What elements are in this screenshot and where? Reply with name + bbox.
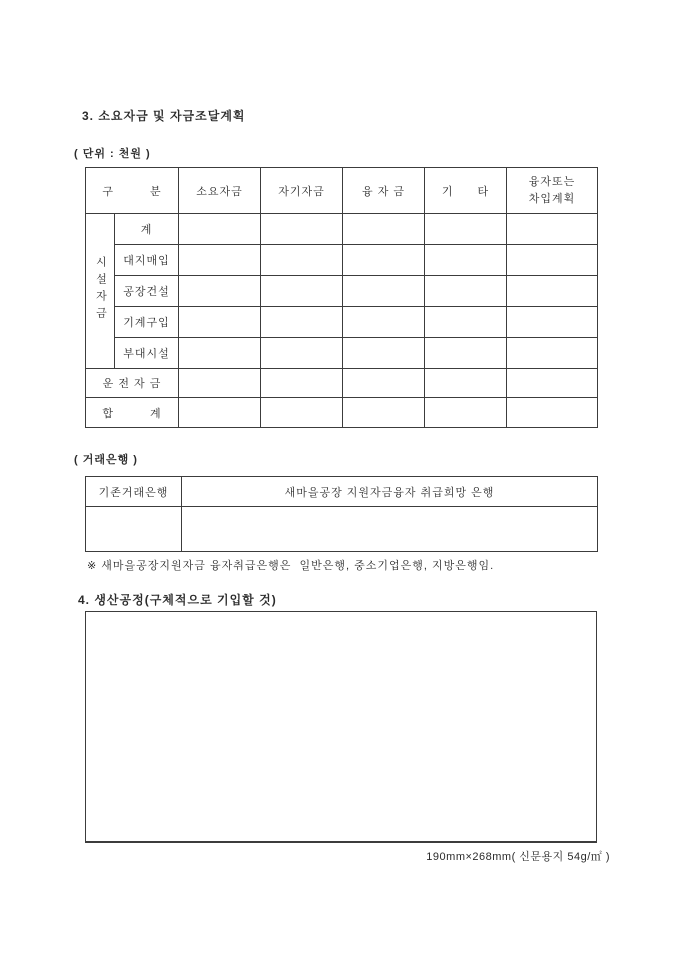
table-cell xyxy=(343,245,425,276)
table-cell xyxy=(343,338,425,369)
table-cell xyxy=(179,369,261,398)
funding-table-header-row xyxy=(86,168,598,214)
table-cell xyxy=(343,276,425,307)
table-cell xyxy=(261,245,343,276)
table-cell xyxy=(425,214,507,245)
table-cell xyxy=(425,369,507,398)
table-cell xyxy=(261,276,343,307)
table-cell xyxy=(182,507,598,552)
funding-row-total-facility xyxy=(86,214,598,245)
unit-label: ( 단위 : 천원 ) xyxy=(74,148,151,160)
funding-row-machine xyxy=(86,307,598,338)
header-other: 기 타 xyxy=(425,168,507,214)
table-cell xyxy=(261,369,343,398)
table-cell xyxy=(425,245,507,276)
table-cell xyxy=(425,307,507,338)
table-cell xyxy=(261,398,343,428)
header-loan-plan-line2: 차입계획 xyxy=(528,192,576,205)
table-cell xyxy=(507,398,598,428)
table-cell xyxy=(507,214,598,245)
bank-table-body-row xyxy=(86,507,598,552)
header-required-funds: 소요자금 xyxy=(179,168,261,214)
table-cell xyxy=(425,398,507,428)
table-cell xyxy=(507,307,598,338)
table-cell xyxy=(179,214,261,245)
section4-title: 4. 생산공정(구체적으로 기입할 것) xyxy=(78,593,277,607)
table-cell xyxy=(179,307,261,338)
facility-group-cell xyxy=(86,214,115,369)
table-cell xyxy=(507,369,598,398)
table-cell xyxy=(179,245,261,276)
table-cell xyxy=(507,245,598,276)
funding-row-working-capital xyxy=(86,369,598,398)
table-cell xyxy=(179,276,261,307)
header-existing-bank: 기존거래은행 xyxy=(86,477,182,507)
table-cell xyxy=(261,338,343,369)
row-label: 합 계 xyxy=(86,398,179,428)
table-cell xyxy=(179,338,261,369)
table-cell xyxy=(425,338,507,369)
header-loan-funds: 융 자 금 xyxy=(343,168,425,214)
table-cell xyxy=(343,369,425,398)
table-cell xyxy=(261,214,343,245)
funding-row-land xyxy=(86,245,598,276)
table-cell xyxy=(425,276,507,307)
table-cell xyxy=(86,507,182,552)
table-cell xyxy=(343,398,425,428)
table-cell xyxy=(507,338,598,369)
facility-group-label: 시설자금 xyxy=(94,255,107,324)
bank-section-label: ( 거래은행 ) xyxy=(74,454,138,466)
row-label: 기계구입 xyxy=(115,307,179,338)
funding-row-factory xyxy=(86,276,598,307)
funding-table xyxy=(85,167,598,428)
section3-title: 3. 소요자금 및 자금조달계획 xyxy=(82,109,246,123)
row-label: 계 xyxy=(115,214,179,245)
production-process-box xyxy=(85,611,597,843)
table-cell xyxy=(261,307,343,338)
table-cell xyxy=(507,276,598,307)
table-cell xyxy=(179,398,261,428)
header-loan-plan xyxy=(507,168,598,214)
bank-table-header-row xyxy=(86,477,598,507)
table-cell xyxy=(343,307,425,338)
header-category: 구 분 xyxy=(86,168,179,214)
funding-row-auxiliary xyxy=(86,338,598,369)
header-desired-bank: 새마을공장 지원자금융자 취급희망 은행 xyxy=(182,477,598,507)
row-label: 공장건설 xyxy=(115,276,179,307)
bank-table xyxy=(85,476,598,552)
bank-note: ※ 새마을공장지원자금 융자취급은행은 일반은행, 중소기업은행, 지방은행임. xyxy=(87,560,495,572)
table-cell xyxy=(343,214,425,245)
paper-size-note: 190mm×268mm( 신문용지 54g/㎡ ) xyxy=(426,851,610,863)
header-loan-plan-line1: 융자또는 xyxy=(528,176,576,188)
header-own-funds: 자기자금 xyxy=(261,168,343,214)
funding-row-grand-total xyxy=(86,398,598,428)
row-label: 대지매입 xyxy=(115,245,179,276)
row-label: 운 전 자 금 xyxy=(86,369,179,398)
row-label: 부대시설 xyxy=(115,338,179,369)
